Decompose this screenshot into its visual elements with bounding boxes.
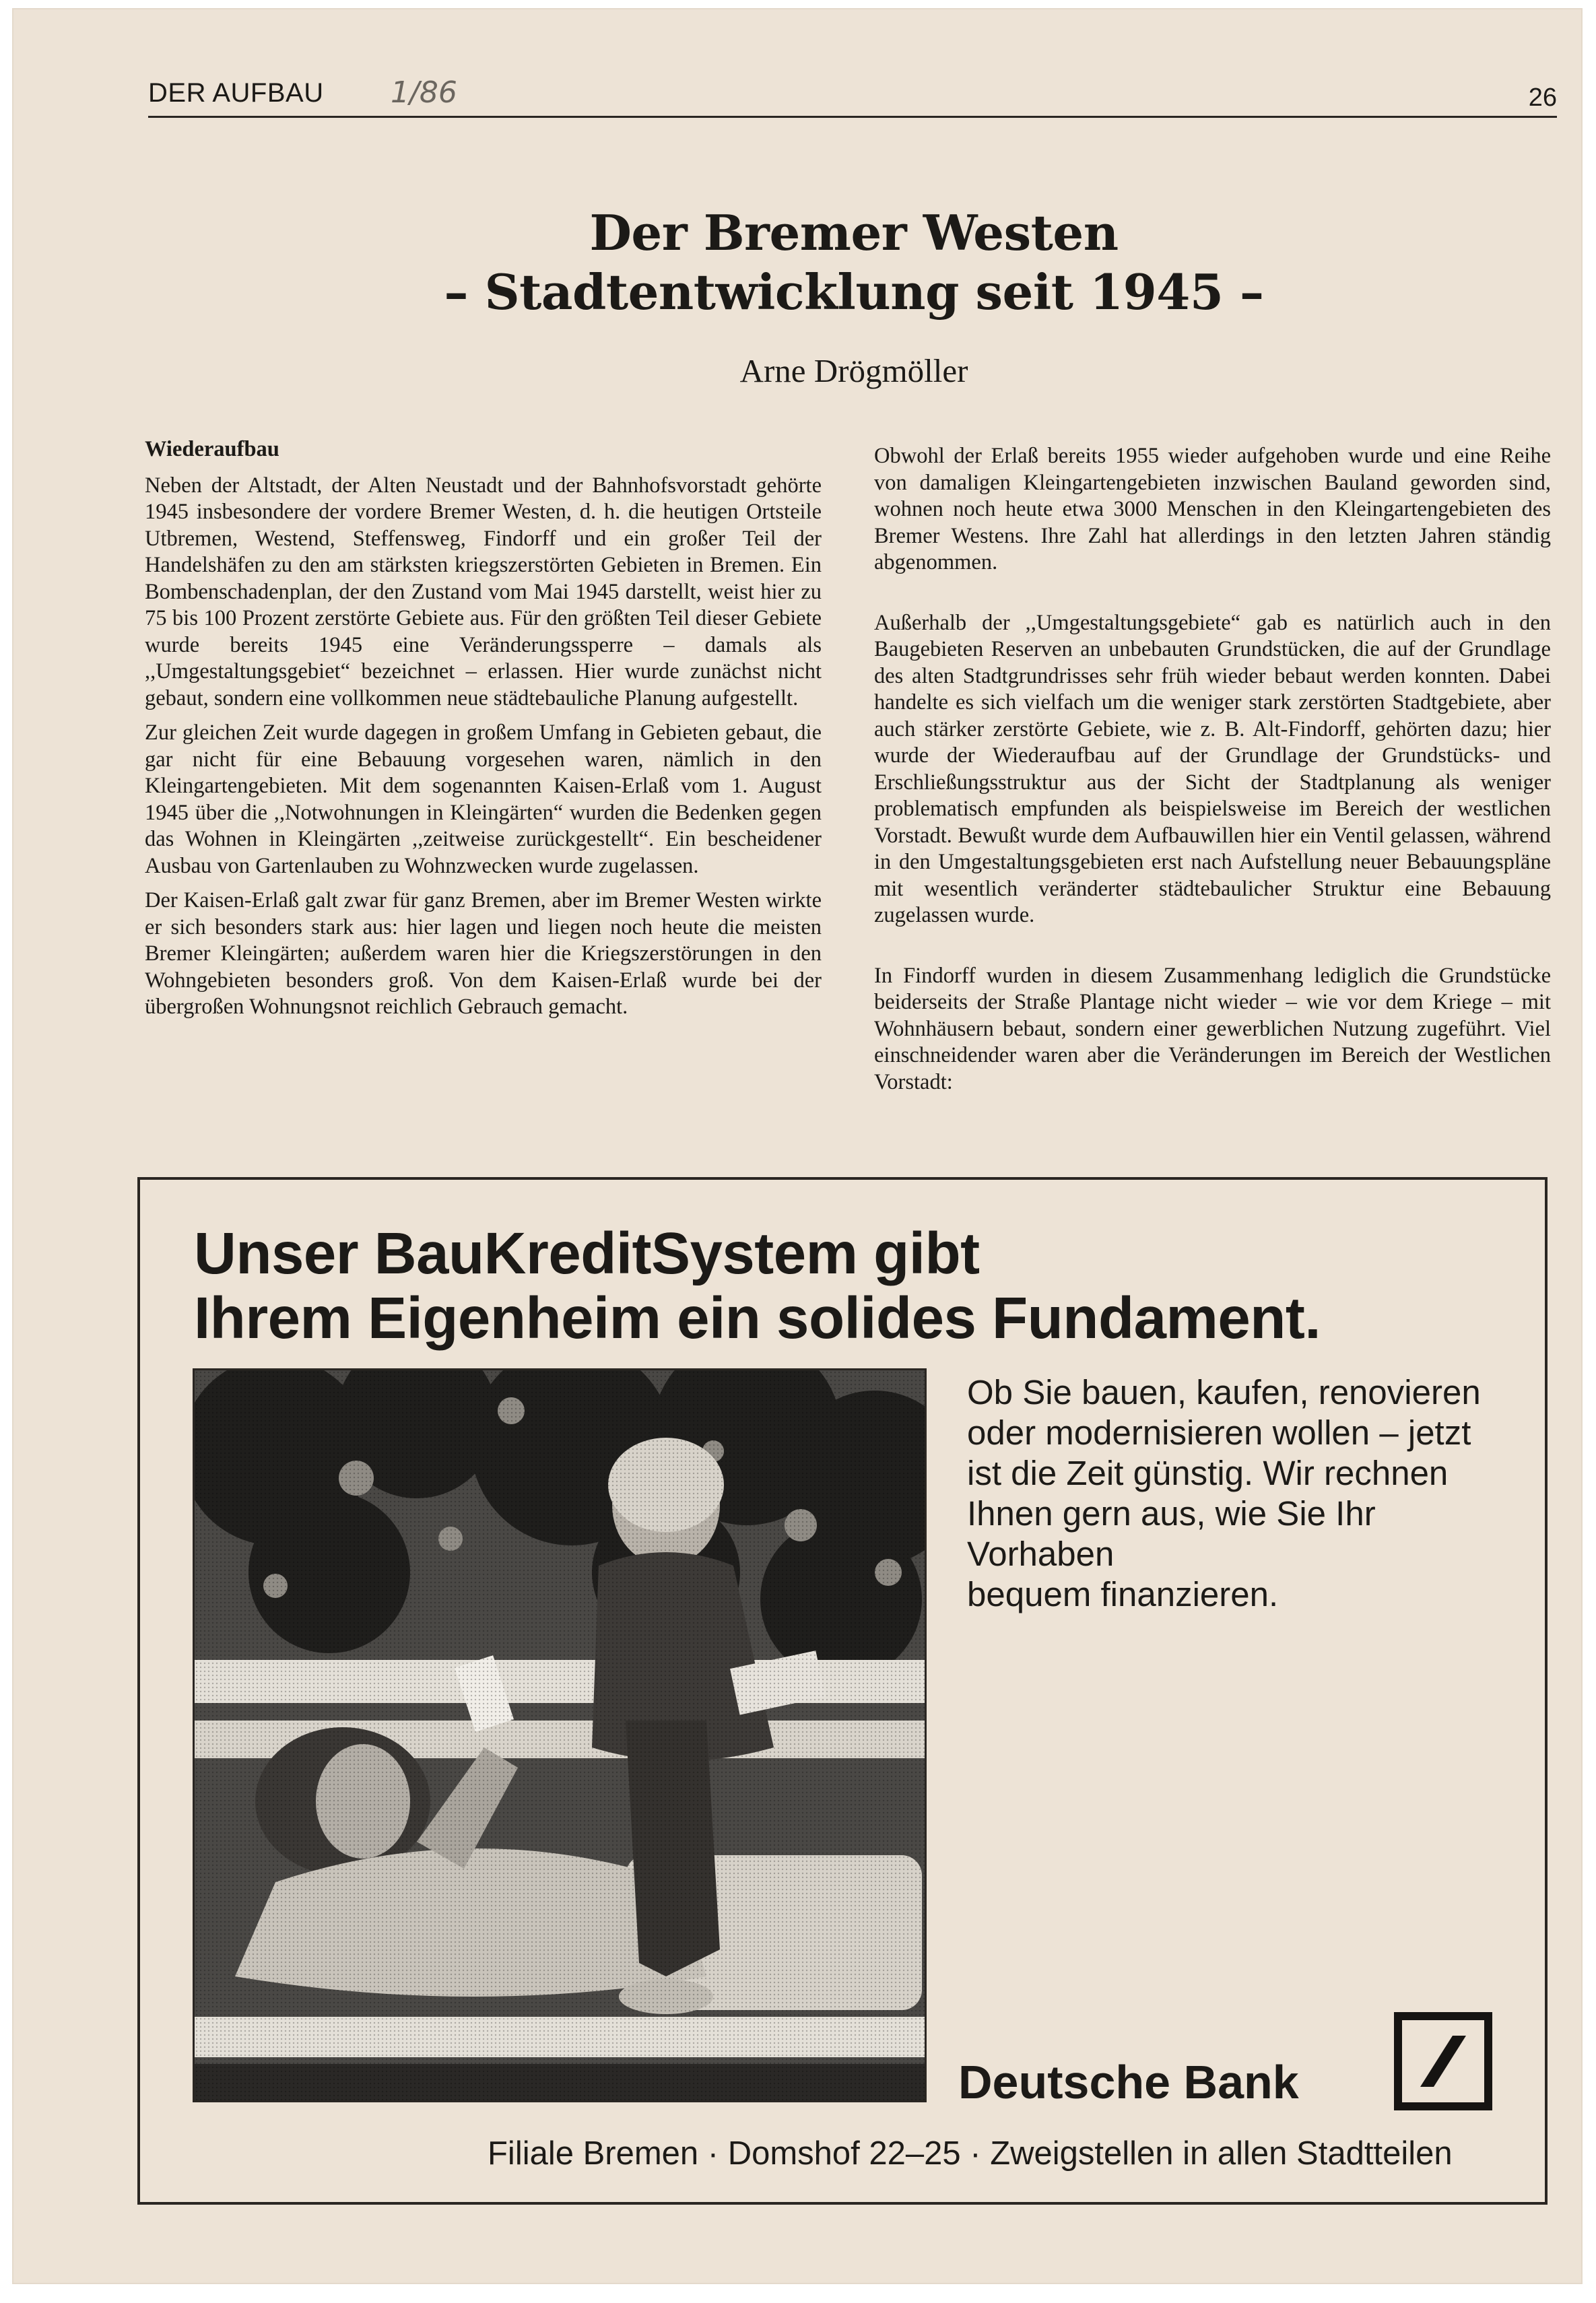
ad-body-line: bequem finanzieren. [967, 1575, 1279, 1613]
ad-body-line: Ob Sie bauen, kaufen, renovieren [967, 1373, 1481, 1411]
bank-name: Deutsche Bank [958, 2056, 1299, 2108]
ad-body-line: ist die Zeit günstig. Wir rechnen [967, 1454, 1449, 1492]
running-header [148, 74, 1557, 118]
article-author: Arne Drögmöller [739, 352, 968, 389]
bank-advertisement [137, 1177, 1548, 2205]
journal-name: DER AUFBAU [148, 78, 324, 108]
ad-photo-illustration [195, 1370, 925, 2100]
paragraph: Obwohl der Erlaß bereits 1955 wieder aufgehoben wurde und eine Reihe von damaligen Kleingartengebieten inzwischen Bauland geworden sind, wohnen noch heute etwa 3000 Menschen in den Kleingartengebieten des Bremer Westens. Ihre Zahl hat allerdings in den letzten Jahren ständig abgenommen. [874, 444, 1551, 574]
article-title-line-1: Der Bremer Westen [589, 204, 1119, 261]
branch-address-footer: Filiale Bremen · Domshof 22–25 · Zweigstellen in allen Stadtteilen [488, 2135, 1453, 2172]
paragraph: In Findorff wurden in diesem Zusammenhang lediglich die Grundstücke beiderseits der Straße Plantage nicht wieder – wie vor dem Kriege – mit Wohnhäusern bebaut, sondern einer gewerblichen Nutzung zugeführt. Viel einschneidender waren aber die Veränderungen im Bereich der Westlichen Vorstadt: [874, 963, 1551, 1094]
paragraph: Neben der Altstadt, der Alten Neustadt und der Bahnhofsvorstadt gehörte 1945 insbesondere der vordere Bremer Westen, d. h. die heutigen Ortsteile Utbremen, Westend, Steffensweg, Findorff und ein großer Teil der Handelshäfen zu den am stärksten kriegszerstörten Gebieten in Bremen. Ein Bombenschadenplan, der den Zustand vom Mai 1945 darstellt, weist hier zu 75 bis 100 Prozent zerstörte Gebiete aus. Für den größten Teil dieser Gebiete wurde bereits 1945 eine Veränderungssperre – damals als ,,Umgestaltungsgebiet“ bezeichnet – erlassen. Hier wurde zunächst nicht gebaut, sondern eine vollkommen neue städtebauliche Planung aufgestellt. [145, 473, 822, 710]
article-column-right [874, 443, 1551, 1096]
handwritten-issue-note: 1/86 [391, 75, 457, 110]
article-title [147, 203, 1561, 322]
article-column-left [145, 436, 822, 1021]
paragraph: Außerhalb der ,,Umgestaltungsgebiete“ gab es natürlich auch in den Baugebieten Reserven an unbebauten Grundstücken, die auf der Grundlage des alten Stadtgrundrisses sehr früh wieder bebaut werden konnten. Dabei handelte es sich vielfach um die weniger stark zerstörten Stadtgebiete, aber auch stärker zerstörte Gebiete, wie z. B. Alt-Findorff, gehörten dazu; hier wurde der Wiederaufbau auf der Grundlage der Grundstücks- und Erschließungsstruktur aus der Sicht der Stadtplanung als weniger problematisch empfunden als beispielsweise im Bereich der westlichen Vorstadt. Bewußt wurde dem Aufbauwillen hier ein Ventil gelassen, während in den Umgestaltungsgebieten erst nach Aufstellung neuer Bebauungspläne mit wesentlich veränderter städtebaulicher Struktur eine Bebauung zugelassen wurde. [874, 610, 1551, 927]
article-title-line-2: – Stadtentwicklung seit 1945 – [444, 263, 1264, 321]
ad-headline-line-2: Ihrem Eigenheim ein solides Fundament. [194, 1286, 1321, 1351]
page-number: 26 [1528, 84, 1557, 112]
mother-and-child-reading-photo-icon [193, 1368, 927, 2102]
slash-icon [1409, 2028, 1477, 2095]
deutsche-bank-slash-logo-icon [1394, 2012, 1492, 2110]
paragraph: Der Kaisen-Erlaß galt zwar für ganz Bremen, aber im Bremer Westen wirkte er sich besonders stark aus: hier lagen und liegen noch heute die meisten Bremer Kleingärten; außerdem waren hier die Kriegszerstörungen in den Wohngebieten besonders groß. Von dem Kaisen-Erlaß wurde bei der übergroßen Wohnungsnot reichlich Gebrauch gemacht. [145, 888, 822, 1019]
paragraph: Zur gleichen Zeit wurde dagegen in großem Umfang in Gebieten gebaut, die gar nicht für eine Bebauung vorgesehen waren, nämlich in den Kleingartengebieten. Mit dem sogenannten Kaisen-Erlaß vom 1. August 1945 über die ,,Notwohnungen in Kleingärten“ wurden die Bedenken gegen das Wohnen in Kleingärten ,,zeitweise zurückgestellt“. Ein bescheidener Ausbau von Gartenlauben zu Wohnzwecken wurde zugelassen. [145, 721, 822, 878]
ad-headline-line-1: Unser BauKreditSystem gibt [194, 1221, 980, 1286]
ad-body-line: Ihnen gern aus, wie Sie Ihr Vorhaben [967, 1494, 1376, 1573]
ad-body-line: oder modernisieren wollen – jetzt [967, 1413, 1471, 1452]
magazine-page [12, 8, 1583, 2284]
ad-headline [194, 1222, 1321, 1351]
ad-body-text [967, 1372, 1519, 1615]
section-subheading: Wiederaufbau [145, 437, 279, 461]
